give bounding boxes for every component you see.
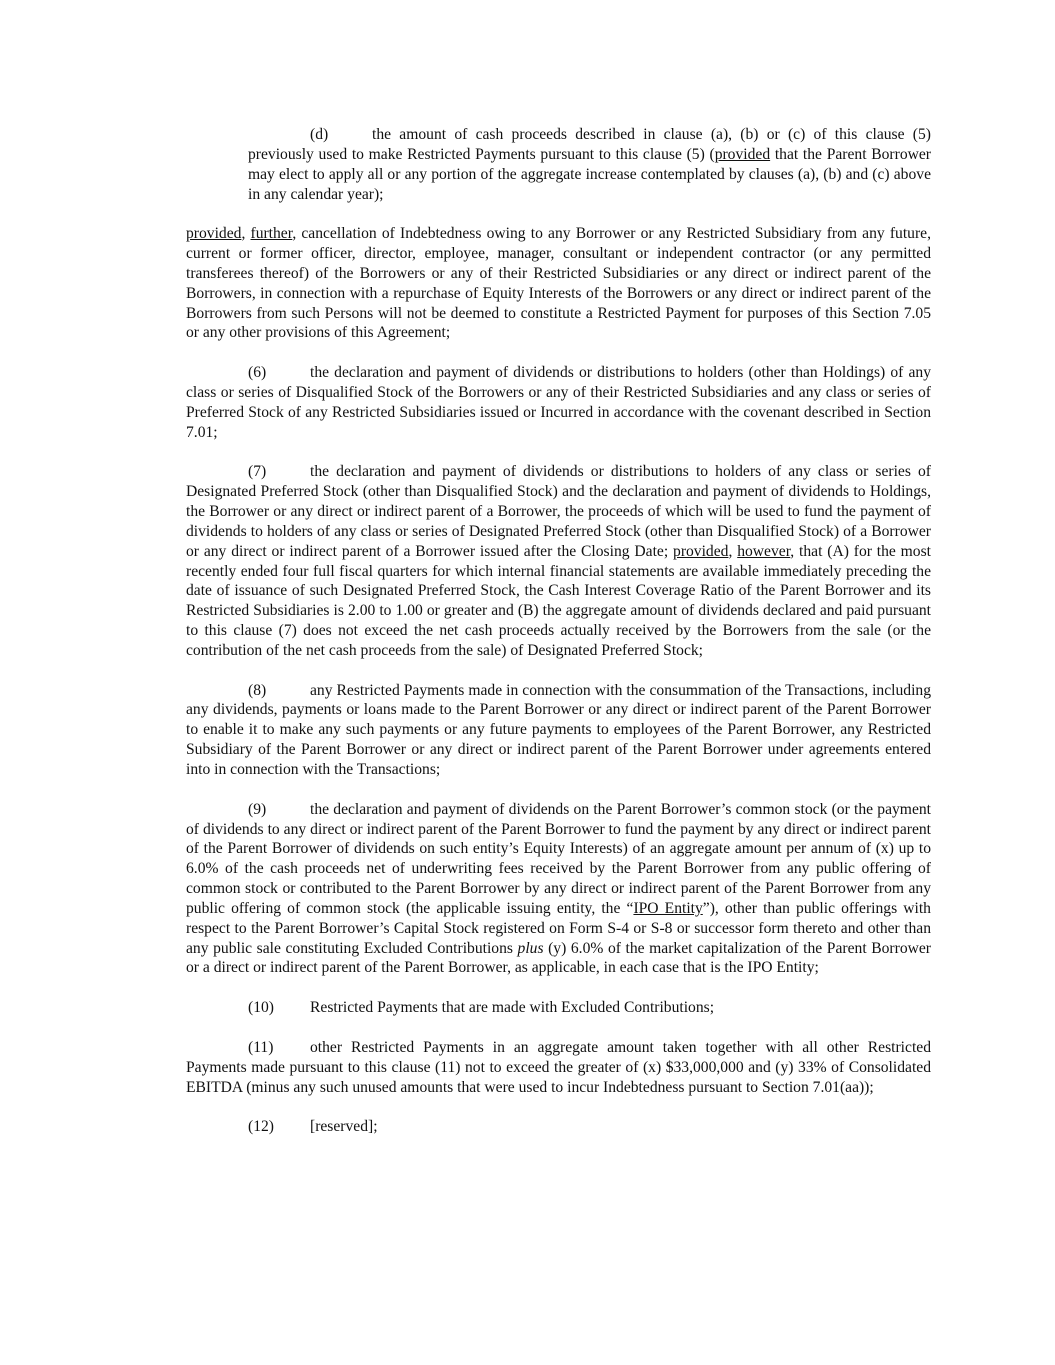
clause-text-after: that the Parent Borrower may elect to apply all or any portion of the aggregate increase contemplated by clauses (a), (b) and (c) above in any calendar year); <box>248 145 931 203</box>
clause-number: (6) <box>248 364 267 382</box>
clause-12 <box>186 1117 931 1137</box>
defined-term-provided: provided <box>714 145 771 163</box>
clause-number: (7) <box>248 463 267 481</box>
clause-text-mid: ”), other than public offerings with respect to the Parent Borrower’s Capital Stock registered on Form S-4 or S-8 or successor form thereto and other than any public sale constituting Excluded Contributions <box>186 899 931 957</box>
clause-text: the declaration and payment of dividends on the Parent Borrower’s common stock (or the payment of dividends to any direct or indirect parent of the Parent Borrower to fund the payment by any direct or indirect parent of the Parent Borrower of dividends on such entity’s Equity Interests) of an aggregate amount per annum of (x) up to 6.0% of the cash proceeds net of underwriting fees received by the Parent Borrower from any public offering of common stock or contributed to the Parent Borrower by any direct or indirect parent of the Parent Borrower from any public offering of common stock (the applicable issuing entity, the “ <box>186 800 931 917</box>
clause-7: (7) the declaration and payment of dividends or distributions to holders of any class or series of Designated Preferred Stock (other than Disqualified Stock) and the declaration and payment of dividends to Holdings, the Borrower or any direct or indirect parent of a Borrower, the proceeds of which will be used to fund the payment of dividends to holders of any class or series of Designated Preferred Stock (other than Disqualified Stock) of a Borrower or any direct or indirect parent of a Borrower issued after the Closing Date; provided, however, that (A) for the most recently ended four full fiscal quarters for which internal financial statements are available immediately preceding the date of issuance of such Designated Preferred Stock, the Cash Interest Coverage Ratio of the Parent Borrower and its Restricted Subsidiaries is 2.00 to 1.00 or greater and (B) the aggregate amount of dividends declared and paid pursuant to this clause (7) does not exceed the net cash proceeds actually received by the Borrowers from the sale (or the contribution of the net cash proceeds from the sale) of Designated Preferred Stock; <box>186 463 932 659</box>
clause-text: the declaration and payment of dividends or distributions to holders (other than Holdings) of any class or series of Disqualified Stock of the Borrowers or any of their Restricted Subsidiaries and any class or series of Preferred Stock of any Restricted Subsidiaries issued or Incurred in accordance with the covenant described in Section 7.01; <box>186 364 931 441</box>
clause-10 <box>186 998 931 1018</box>
clause-8 <box>186 681 931 780</box>
defined-term-however: however <box>737 542 791 560</box>
clause-text: other Restricted Payments in an aggregate amount taken together with all other Restricted Payments made pursuant to this clause (11) not to exceed the greater of (x) $33,000,000 and (y) 33% of Consolidated EBITDA (minus any such unused amounts that were used to incur Indebtedness pursuant to Section 7.01(aa)); <box>186 1038 931 1096</box>
clause-text: the amount of cash proceeds described in clause (a), (b) or (c) of this clause (5) previously used to make Restricted Payments pursuant to this clause (5) ( <box>248 126 931 163</box>
clause-text: any Restricted Payments made in connection with the consummation of the Transactions, including any dividends, payments or loans made to the Parent Borrower or any direct or indirect parent of the Parent Borrower to enable it to make any such payments or any future payments to employees of the Parent Borrower, any Restricted Subsidiary of the Parent Borrower or any direct or indirect parent of the Parent Borrower under agreements entered into in connection with the Transactions; <box>186 681 931 778</box>
clause-number: (d) <box>310 126 329 143</box>
clause-text: Restricted Payments that are made with Excluded Contributions; <box>310 999 715 1017</box>
clause-number: (12) <box>248 1118 274 1136</box>
clause-text: the declaration and payment of dividends or distributions to holders of any class or series of Designated Preferred Stock (other than Disqualified Stock) and the declaration and payment of dividends to Holdings, the Borrower or any direct or indirect parent of a Borrower, the proceeds of which will be used to fund the payment of dividends to holders of any class or series of Designated Preferred Stock (other than Disqualified Stock) of a Borrower or any direct or indirect parent of a Borrower issued after the Closing Date; <box>186 463 931 560</box>
clause-number: (9) <box>248 800 267 818</box>
clause-text-after: (y) 6.0% of the market capitalization of the Parent Borrower or a direct or indirect parent of the Parent Borrower, as applicable, in each case that is the IPO Entity; <box>186 939 931 977</box>
clause-text: [reserved]; <box>310 1118 378 1136</box>
defined-term-ipo-entity: IPO Entity <box>633 899 703 917</box>
defined-term-further: further <box>250 225 293 243</box>
clause-number: (11) <box>248 1038 274 1056</box>
clause-11 <box>186 1038 931 1098</box>
document-page <box>186 125 931 1157</box>
clause-number: (8) <box>248 681 267 699</box>
clause-text-after: , that (A) for the most recently ended four full fiscal quarters for which internal financial statements are available immediately preceding the date of issuance of such Designated Preferred Stock, the Cash Interest Coverage Ratio of the Parent Borrower and its Restricted Subsidiaries is 2.00 to 1.00 or greater and (B) the aggregate amount of dividends declared and paid pursuant to this clause (7) does not exceed the net cash proceeds actually received by the Borrowers from the sale (or the contribution of the net cash proceeds from the sale) of Designated Preferred Stock; <box>186 542 932 659</box>
clause-9 <box>186 800 931 979</box>
clause-number: (10) <box>248 999 274 1017</box>
clause-d <box>248 125 931 204</box>
proviso-paragraph: provided, further, cancellation of Indebtedness owing to any Borrower or any Restricted Subsidiary from any future, current or former officer, director, employee, manager, consultant or independent contractor (or any permitted transferees thereof) of the Borrowers or any of their Restricted Subsidiaries or any direct or indirect parent of the Borrowers, in connection with a repurchase of Equity Interests of the Borrowers or any direct or indirect parent of the Borrowers from such Persons will not be deemed to constitute a Restricted Payment for purposes of this Section 7.05 or any other provisions of this Agreement; <box>186 225 931 342</box>
clause-6 <box>186 363 931 442</box>
italic-term-plus: plus <box>517 939 544 957</box>
defined-term-provided: provided <box>186 225 242 243</box>
defined-term-provided: provided <box>673 542 729 560</box>
proviso-text: , cancellation of Indebtedness owing to any Borrower or any Restricted Subsidiary from any future, current or former officer, director, employee, manager, consultant or independent contractor (or any permitted transferees thereof) of the Borrowers or any of their Restricted Subsidiaries or any direct or indirect parent of the Borrowers, in connection with a repurchase of Equity Interests of the Borrowers or any direct or indirect parent of the Borrowers from such Persons will not be deemed to constitute a Restricted Payment for purposes of this Section 7.05 or any other provisions of this Agreement; <box>186 225 931 342</box>
